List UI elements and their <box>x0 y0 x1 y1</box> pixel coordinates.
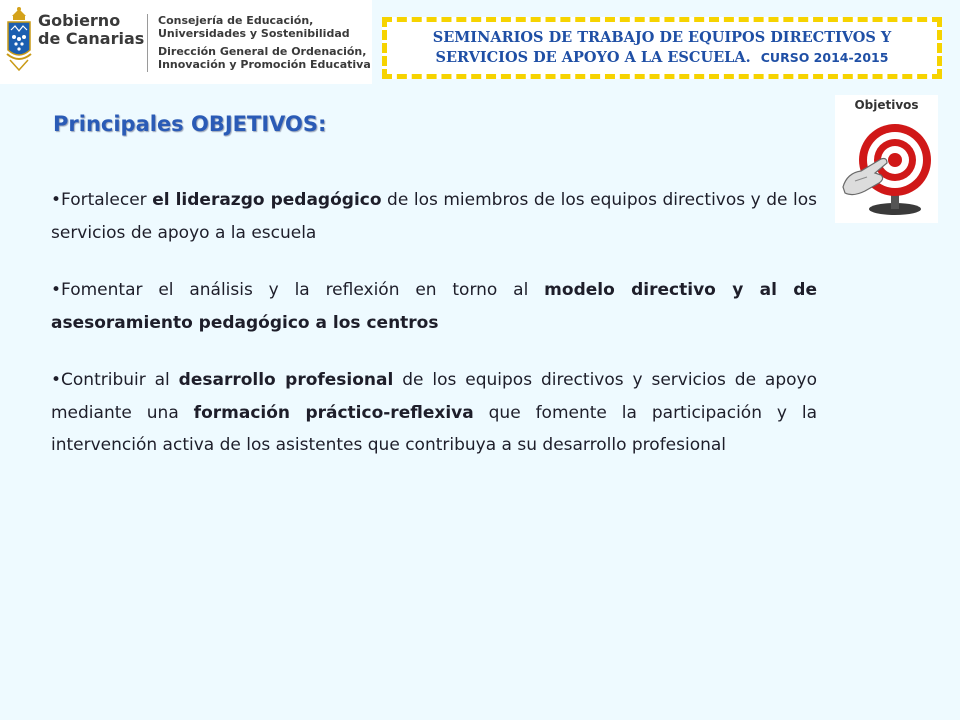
department-line-4: Innovación y Promoción Educativa <box>158 58 371 71</box>
logo-divider <box>147 14 148 72</box>
objectives-illustration-label: Objetivos <box>854 98 919 112</box>
department-name <box>158 14 371 71</box>
objectives-illustration <box>835 95 938 223</box>
bullet: • <box>51 190 62 210</box>
objective-text: Contribuir al <box>61 370 179 390</box>
banner-line-1: SEMINARIOS DE TRABAJO DE EQUIPOS DIRECTIVOS Y <box>432 29 892 46</box>
objective-text: de los equipos directivos y servicios de apoyo mediante una <box>51 370 817 423</box>
objective-emphasis: el liderazgo pedagógico <box>152 190 382 210</box>
government-line-1: Gobierno <box>38 11 121 30</box>
government-name <box>38 12 144 48</box>
department-line-2: Universidades y Sostenibilidad <box>158 27 350 40</box>
department-line-1: Consejería de Educación, <box>158 14 314 27</box>
objective-item <box>51 364 817 462</box>
objective-text: Fortalecer <box>61 190 153 210</box>
target-with-hand-icon <box>835 95 938 223</box>
objective-item <box>51 184 817 249</box>
objective-emphasis: desarrollo profesional <box>178 370 394 390</box>
header-logo-block <box>0 0 372 84</box>
coat-of-arms-icon <box>4 6 34 72</box>
banner-line-2 <box>436 48 889 68</box>
government-line-2: de Canarias <box>38 29 145 48</box>
objective-text: Fomentar el análisis y la reflexión en torno al <box>61 280 545 300</box>
objective-item <box>51 274 817 339</box>
seminar-banner <box>382 17 942 79</box>
page-title: Principales OBJETIVOS: <box>53 112 327 136</box>
bullet: • <box>51 370 62 390</box>
course-year: CURSO 2014-2015 <box>760 50 889 65</box>
objective-text: que fomente la participación y la intervención activa de los asistentes que contribuya a su desarrollo profesional <box>51 402 818 455</box>
banner-line-2-text: SERVICIOS DE APOYO A LA ESCUELA. <box>435 49 751 66</box>
bullet: • <box>51 280 62 300</box>
objective-emphasis: modelo directivo y al de asesoramiento pedagógico a los centros <box>51 280 817 333</box>
department-line-3: Dirección General de Ordenación, <box>158 45 367 58</box>
objective-emphasis: formación práctico-reflexiva <box>193 402 474 423</box>
objectives-list <box>51 184 817 487</box>
objective-text: de los miembros de los equipos directivos y de los servicios de apoyo a la escuela <box>51 190 817 243</box>
